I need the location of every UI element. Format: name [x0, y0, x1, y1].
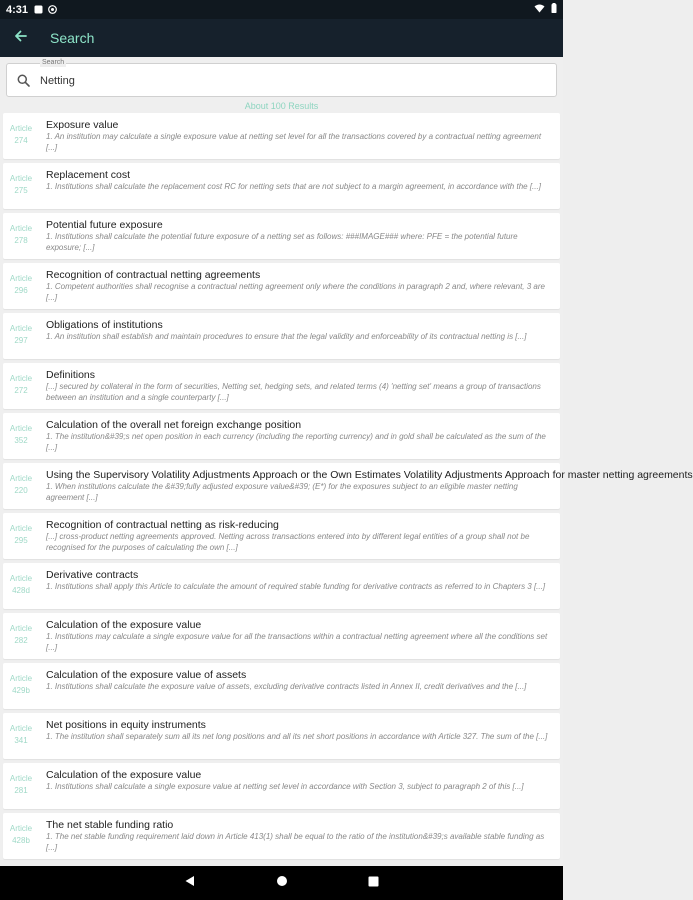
result-title: Exposure value: [46, 119, 119, 131]
result-item[interactable]: [3, 313, 560, 359]
article-label: [3, 673, 39, 697]
article-label: [3, 273, 39, 297]
article-number: 295: [14, 536, 28, 545]
result-snippet: 1. An institution shall establish and maintain procedures to ensure that the legal validity and enforceability of its contractual netting is [...]: [46, 332, 527, 341]
content-area: [0, 57, 693, 866]
article-label: [3, 173, 39, 197]
article-word: Article: [9, 474, 33, 483]
search-icon: [17, 74, 30, 92]
back-button[interactable]: [0, 19, 40, 57]
result-snippet: 1. An institution may calculate a single exposure value at netting set level for all the transactions covered by a contractual netting agreement [...]: [46, 132, 542, 152]
arrow-left-icon: [14, 29, 27, 47]
result-snippet: 1. The institution shall separately sum all its net long positions and all its net short positions in accordance with Article 327. The sum of the [...]: [46, 732, 548, 741]
result-title: Calculation of the exposure value: [46, 769, 202, 781]
article-word: Article: [9, 624, 33, 633]
article-label: [3, 573, 39, 597]
article-word: Article: [9, 124, 33, 133]
results-count: About 100 Results: [244, 101, 319, 111]
article-number: 352: [14, 436, 28, 445]
result-title: Recognition of contractual netting agreements: [46, 269, 261, 281]
article-word: Article: [9, 574, 33, 583]
result-title: Recognition of contractual netting as risk-reducing: [46, 519, 279, 531]
result-item[interactable]: [3, 713, 560, 759]
article-label: [3, 123, 39, 147]
app-bar: [0, 19, 563, 57]
triangle-back-icon: [184, 874, 195, 892]
result-snippet: 1. Institutions shall calculate the potential future exposure of a netting set as follows: ###IMAGE### where: PFE = the potential future exposure; [...]: [46, 232, 518, 252]
result-snippet: 1. Institutions shall calculate a single exposure value at netting set level in accordance with Section 3, subject to paragraph 2 of this [...]: [46, 782, 524, 791]
result-item[interactable]: [3, 613, 560, 659]
result-item[interactable]: [3, 263, 560, 309]
article-label: [3, 773, 39, 797]
article-number: 220: [14, 486, 28, 495]
result-item[interactable]: [3, 663, 560, 709]
article-number: 296: [14, 286, 28, 295]
article-word: Article: [9, 324, 33, 333]
article-label: [3, 623, 39, 647]
result-item[interactable]: [3, 563, 560, 609]
result-item[interactable]: [3, 213, 560, 259]
result-title: The net stable funding ratio: [46, 819, 174, 831]
wifi-icon: [534, 4, 545, 16]
article-word: Article: [9, 424, 33, 433]
article-word: Article: [9, 374, 33, 383]
article-label: [3, 723, 39, 747]
status-bar: [0, 0, 563, 19]
at-sign-icon: [48, 5, 57, 14]
article-number: 429b: [12, 686, 30, 695]
result-title: Derivative contracts: [46, 569, 139, 581]
result-title: Replacement cost: [46, 169, 131, 181]
result-snippet: [...] cross-product netting agreements approved. Netting across transactions entered into by different legal entities of a group shall not be recognised for the purposes of calculating the own [...]: [46, 532, 530, 552]
search-legend: Search: [42, 59, 65, 66]
article-label: [3, 823, 39, 847]
search-box[interactable]: [6, 59, 557, 97]
result-title: Calculation of the exposure value: [46, 619, 202, 631]
result-item[interactable]: [3, 513, 560, 559]
article-number: 281: [14, 786, 28, 795]
result-snippet: 1. Institutions shall calculate the exposure value of assets, excluding derivative contracts listed in Annex II, credit derivatives and the [...]: [46, 682, 527, 691]
article-word: Article: [9, 274, 33, 283]
article-label: [3, 223, 39, 247]
article-number: 278: [14, 236, 28, 245]
result-item[interactable]: [3, 813, 560, 859]
article-number: 428d: [12, 586, 30, 595]
result-title: Potential future exposure: [46, 219, 163, 231]
result-snippet: 1. The institution&#39;s net open position in each currency (including the reporting currency) and in gold shall be calculated as the sum of the [...]: [46, 432, 546, 452]
nav-recents-button[interactable]: [367, 876, 381, 890]
article-label: [3, 473, 39, 497]
article-label: [3, 323, 39, 347]
article-number: 428b: [12, 836, 30, 845]
result-item[interactable]: [3, 113, 560, 159]
result-item[interactable]: [3, 463, 693, 509]
result-title: Using the Supervisory Volatility Adjustments Approach or the Own Estimates Volatility Adjustments Approach for master netting agreements: [46, 469, 693, 481]
article-word: Article: [9, 774, 33, 783]
article-number: 274: [14, 136, 28, 145]
result-item[interactable]: [3, 163, 560, 209]
article-word: Article: [9, 724, 33, 733]
notification-icon: [34, 5, 43, 14]
article-number: 297: [14, 336, 28, 345]
search-input[interactable]: [40, 73, 520, 89]
navigation-bar: [0, 866, 563, 900]
article-word: Article: [9, 824, 33, 833]
result-item[interactable]: [3, 413, 560, 459]
page-title: Search: [50, 30, 95, 46]
article-label: [3, 523, 39, 547]
status-time: 4:31: [6, 3, 29, 16]
article-label: [3, 373, 39, 397]
result-item[interactable]: [3, 763, 560, 809]
result-title: Net positions in equity instruments: [46, 719, 206, 731]
nav-back-button[interactable]: [183, 876, 197, 890]
result-snippet: 1. The net stable funding requirement laid down in Article 413(1) shall be equal to the ratio of the institution&#39;s available stable funding as [...]: [46, 832, 545, 852]
article-word: Article: [9, 174, 33, 183]
result-snippet: 1. Institutions may calculate a single exposure value for all the transactions within a contractual netting agreement where all the conditions set [...]: [46, 632, 548, 652]
article-number: 282: [14, 636, 28, 645]
article-number: 341: [14, 736, 28, 745]
article-word: Article: [9, 674, 33, 683]
results-list: [3, 113, 693, 863]
result-title: Obligations of institutions: [46, 319, 163, 331]
circle-home-icon: [276, 874, 288, 892]
result-item[interactable]: [3, 363, 560, 409]
result-snippet: 1. Institutions shall apply this Article to calculate the amount of required stable funding for derivative contracts as referred to in Chapters 3 [...]: [46, 582, 546, 591]
result-snippet: 1. Institutions shall calculate the replacement cost RC for netting sets that are not subject to a margin agreement, in accordance with the [...]: [46, 182, 541, 191]
article-label: [3, 423, 39, 447]
result-snippet: 1. When institutions calculate the &#39;fully adjusted exposure value&#39; (E*) for the exposures subject to an eligible master netting agreement [...]: [46, 482, 518, 502]
result-snippet: 1. Competent authorities shall recognise a contractual netting agreement only where the conditions in paragraph 2 and, where relevant, 3 are [...]: [46, 282, 545, 302]
result-title: Definitions: [46, 369, 96, 381]
article-word: Article: [9, 524, 33, 533]
result-title: Calculation of the exposure value of assets: [46, 669, 247, 681]
result-snippet: [...] secured by collateral in the form of securities, Netting set, hedging sets, and related terms (4) 'netting set' means a group of transactions between an institution and a single counterparty [...]: [46, 382, 541, 402]
nav-home-button[interactable]: [275, 876, 289, 890]
article-word: Article: [9, 224, 33, 233]
battery-icon: [551, 3, 557, 16]
result-title: Calculation of the overall net foreign exchange position: [46, 419, 302, 431]
square-recents-icon: [368, 874, 379, 892]
article-number: 272: [14, 386, 28, 395]
article-number: 275: [14, 186, 28, 195]
